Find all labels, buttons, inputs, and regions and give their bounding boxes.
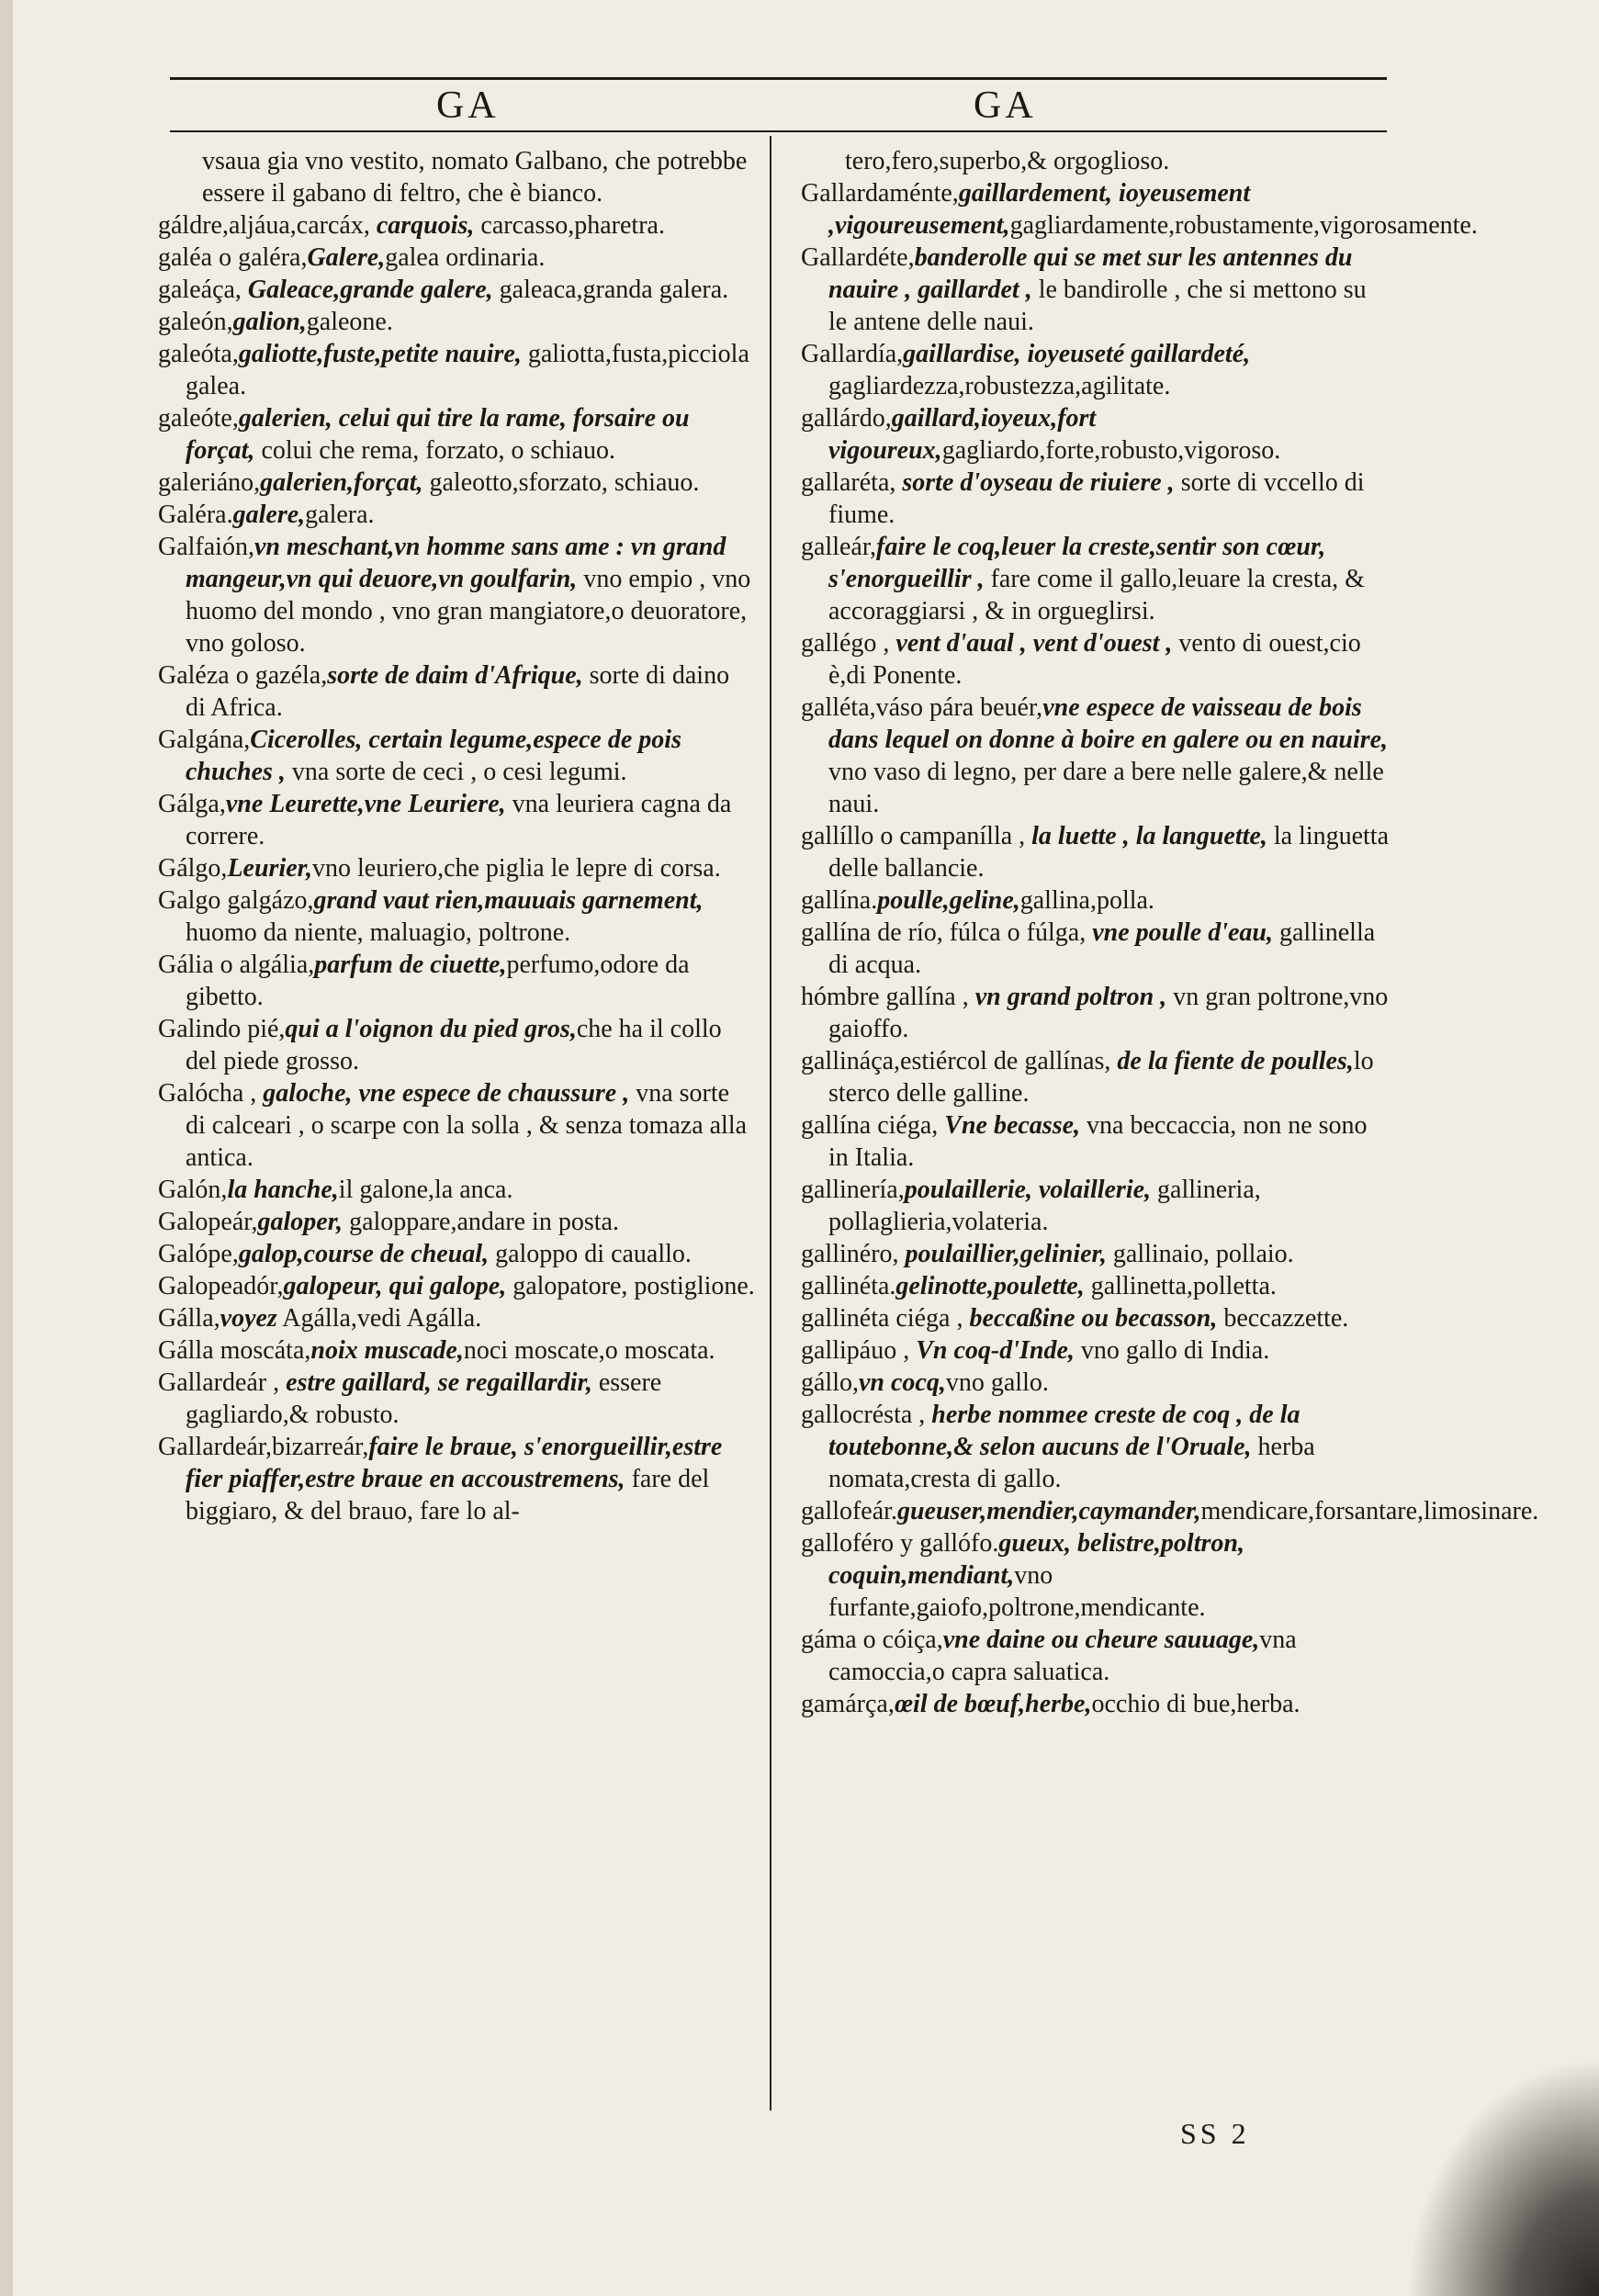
entry-headword: Gallardeár,bizarreár, — [158, 1433, 369, 1461]
entry-headword: gallinéta ciéga , — [801, 1304, 970, 1333]
entry-headword: gallína ciéga, — [801, 1111, 945, 1140]
entry-headword: Gallardéte, — [801, 243, 915, 272]
entry-headword: galeriáno, — [158, 468, 261, 497]
dictionary-entry — [158, 788, 755, 852]
entry-french: sorte d'oyseau de riuiere , — [902, 468, 1175, 497]
entry-italian: occhio di bue,herba. — [1091, 1690, 1301, 1718]
entry-italian: galoppare,andare in posta. — [343, 1208, 619, 1236]
entry-italian: vn gran poltrone,vno gaioffo. — [828, 983, 1389, 1043]
entry-french: herbe nommee creste de coq , de la toutebonne,& selon aucuns de l'Oruale, — [828, 1401, 1301, 1461]
entry-headword: Galopeár, — [158, 1208, 258, 1236]
entry-italian: sorte di daino di Africa. — [186, 661, 730, 722]
dictionary-entry — [801, 402, 1389, 467]
dictionary-entry — [158, 499, 755, 531]
dictionary-entry — [801, 1109, 1389, 1174]
entry-italian: lo sterco delle galline. — [828, 1047, 1374, 1108]
entry-italian: gallineria, pollaglieria,volateria. — [828, 1176, 1261, 1236]
entry-italian: galeone. — [306, 308, 393, 336]
entry-headword: gallégo , — [801, 629, 896, 658]
entry-italian: vno empio , vno huomo del mondo , vno gran mangiatore,o deuoratore, vno goloso. — [186, 565, 751, 658]
dictionary-entry — [158, 1174, 755, 1206]
right-column — [801, 145, 1539, 1720]
dictionary-entry — [158, 1238, 755, 1270]
dictionary-entry — [801, 338, 1389, 402]
entry-italian: vento di ouest,cio è,di Ponente. — [828, 629, 1361, 690]
entry-french: carquois, — [376, 211, 475, 240]
dictionary-entry — [158, 209, 755, 242]
dictionary-entry — [801, 884, 1389, 917]
dictionary-entry — [158, 274, 755, 306]
entry-italian: galoppo di cauallo. — [489, 1240, 692, 1268]
entry-french: galoper, — [257, 1208, 343, 1236]
dictionary-entry — [158, 1367, 755, 1431]
entry-italian: galopatore, postiglione. — [506, 1272, 755, 1300]
entry-french: la luette , la languette, — [1031, 822, 1267, 850]
entry-french: galere, — [232, 501, 306, 529]
running-head-right: GA — [974, 84, 1037, 127]
entry-headword: galeóta, — [158, 340, 239, 368]
entry-french: banderolle qui se met sur les antennes du nauire , gaillardet , — [828, 243, 1353, 304]
running-head-left: GA — [436, 84, 500, 127]
entry-headword: gallína. — [801, 886, 878, 915]
entry-headword: galloféro y gallófo. — [801, 1529, 999, 1558]
dictionary-entry — [801, 177, 1478, 242]
entry-italian: gagliardezza,robustezza,agilitate. — [828, 372, 1171, 400]
entry-french: beccaßine ou becasson, — [969, 1304, 1218, 1333]
entry-headword: gallína de río, fúlca o fúlga, — [801, 918, 1093, 947]
entry-headword: gallináça,estiércol de gallínas, — [801, 1047, 1118, 1075]
dictionary-entry — [801, 1174, 1389, 1238]
dictionary-entry — [158, 724, 755, 788]
dictionary-entry — [158, 1077, 755, 1174]
entry-headword: Galócha , — [158, 1079, 264, 1108]
entry-italian: gallinaio, pollaio. — [1106, 1240, 1294, 1268]
entry-french: sorte de daim d'Afrique, — [327, 661, 583, 690]
entry-headword: Galindo pié, — [158, 1015, 286, 1043]
entry-italian: tero,fero,superbo,& orgoglioso. — [845, 147, 1170, 175]
entry-italian: le bandirolle , che si mettono su le antene delle naui. — [828, 276, 1367, 336]
entry-french: galiotte,fuste,petite nauire, — [238, 340, 522, 368]
dictionary-entry — [158, 338, 755, 402]
entry-headword: Galópe, — [158, 1240, 239, 1268]
entry-italian: galera. — [305, 501, 375, 529]
entry-headword: gallíllo o campaníllа , — [801, 822, 1032, 850]
entry-italian: galeotto,sforzato, schiauo. — [422, 468, 700, 497]
entry-headword: gallipáuo , — [801, 1336, 917, 1365]
dictionary-entry — [801, 820, 1389, 884]
entry-headword: hómbre gallína , — [801, 983, 975, 1011]
dictionary-entry — [801, 627, 1389, 692]
dictionary-entry — [158, 531, 755, 659]
entry-italian: colui che rema, forzato, o schiauo. — [254, 436, 616, 465]
entry-headword: gáldre,aljáua,carcáx, — [158, 211, 377, 240]
entry-french: de la fiente de poulles, — [1117, 1047, 1354, 1075]
entry-italian: gallina,polla. — [1019, 886, 1154, 915]
entry-french: galop,course de cheual, — [238, 1240, 490, 1268]
dictionary-entry — [801, 1495, 1539, 1527]
dictionary-entry — [801, 531, 1389, 627]
entry-french: qui a l'oignon du pied gros, — [285, 1015, 577, 1043]
entry-headword: gállo, — [801, 1368, 859, 1397]
entry-french: faire le coq,leuer la creste,sentir son cœur, s'enorgueillir , — [828, 533, 1326, 593]
entry-headword: gallofeár. — [801, 1497, 897, 1525]
entry-italian: galiotta,fusta,picciola galea. — [186, 340, 749, 400]
entry-french: Vne becasse, — [944, 1111, 1081, 1140]
entry-headword: Gálla, — [158, 1304, 220, 1333]
entry-french: galerien, celui qui tire la rame, forsaire ou forçat, — [186, 404, 690, 465]
entry-headword: Galgo galgázo, — [158, 886, 314, 915]
entry-italian: vna leuriera cagna da correre. — [186, 790, 732, 850]
dictionary-entry — [801, 1045, 1389, 1109]
entry-french: vn grand poltron , — [974, 983, 1167, 1011]
entry-french: Leurier, — [227, 854, 312, 883]
left-column — [158, 145, 755, 1527]
dictionary-entry — [158, 884, 755, 949]
dictionary-entry — [158, 949, 755, 1013]
entry-french: Cicerolles, certain legume,espece de pois chuches , — [186, 726, 681, 786]
entry-headword: Gália o algália, — [158, 951, 315, 979]
entry-headword: gallocrésta , — [801, 1401, 932, 1429]
entry-french: estre gaillard, se regaillardir, — [286, 1368, 592, 1397]
entry-italian: gallinetta,polletta. — [1084, 1272, 1277, 1300]
dictionary-entry — [158, 467, 755, 499]
dictionary-entry — [158, 242, 755, 274]
dictionary-entry — [801, 1399, 1389, 1495]
entry-italian: galea ordinaria. — [385, 243, 546, 272]
entry-italian: sorte di vccello di fiume. — [828, 468, 1365, 529]
dictionary-entry — [801, 467, 1389, 531]
entry-french: gaillardise, ioyeuseté gaillardeté, — [903, 340, 1251, 368]
entry-french: vne poulle d'eau, — [1092, 918, 1273, 947]
entry-italian: Agálla,vedi Agálla. — [276, 1304, 482, 1333]
entry-italian: essere gagliardo,& robusto. — [186, 1368, 662, 1429]
entry-french: Galere, — [307, 243, 386, 272]
dictionary-entry — [158, 1206, 755, 1238]
dictionary-entry — [158, 1431, 755, 1527]
entry-italian: huomo da niente, maluagio, poltrone. — [186, 918, 571, 947]
entry-italian: vno furfante,gaiofo,poltrone,mendicante. — [828, 1561, 1206, 1622]
entry-french: vne espece de vaisseau de bois dans lequel on donne à boire en galere ou en nauire, — [828, 693, 1389, 754]
entry-headword: Galgána, — [158, 726, 251, 754]
dictionary-entry — [801, 1302, 1389, 1334]
entry-headword: galeón, — [158, 308, 233, 336]
scan-shadow — [1406, 2057, 1599, 2296]
dictionary-entry — [801, 917, 1389, 981]
entry-italian: vsaua gia vno vestito, nomato Galbano, che potrebbe essere il gabano di feltro, che è bianco. — [202, 147, 748, 208]
entry-headword: Gálla moscáta, — [158, 1336, 311, 1365]
entry-italian: galeaca,granda galera. — [492, 276, 729, 304]
dictionary-entry — [801, 1270, 1389, 1302]
entry-french: poulaillerie, volaillerie, — [904, 1176, 1152, 1204]
entry-italian: la linguetta delle ballancie. — [828, 822, 1390, 883]
entry-italian: vna sorte de ceci , o cesi legumi. — [285, 758, 627, 786]
entry-french: Vn coq-d'Inde, — [916, 1336, 1075, 1365]
dictionary-entry — [801, 981, 1389, 1045]
entry-headword: galeóte, — [158, 404, 239, 433]
entry-headword: Galopeadór, — [158, 1272, 284, 1300]
entry-headword: gallárdo, — [801, 404, 892, 433]
entry-italian: herba nomata,cresta di gallo. — [828, 1433, 1315, 1493]
entry-french: gaillard,ioyeux,fort vigoureux, — [828, 404, 1097, 465]
entry-headword: galleár, — [801, 533, 877, 561]
entry-italian: fare come il gallo,leuare la cresta, & accoraggiarsi , & in orgueglirsi. — [828, 565, 1365, 625]
entry-french: noix muscade, — [310, 1336, 464, 1365]
entry-italian: vna beccaccia, non ne sono in Italia. — [828, 1111, 1368, 1172]
entry-french: gaillardement, ioyeusement ,vigoureusement, — [828, 179, 1251, 240]
entry-french: vne Leurette,vne Leuriere, — [225, 790, 506, 818]
dictionary-entry — [158, 306, 755, 338]
entry-italian: vna camoccia,o capra saluatica. — [828, 1626, 1297, 1686]
entry-french: faire le braue, s'enorgueillir,estre fier piaffer,estre braue en accoustremens, — [186, 1433, 723, 1493]
entry-italian: fare del biggiaro, & del brauo, fare lo al- — [186, 1465, 710, 1525]
entry-headword: Gallardía, — [801, 340, 904, 368]
entry-italian: perfumo,odore da gibetto. — [186, 951, 690, 1011]
dictionary-entry — [158, 1302, 755, 1334]
entry-italian: mendicare,forsantare,limosinare. — [1200, 1497, 1539, 1525]
entry-italian: noci moscate,o moscata. — [463, 1336, 715, 1365]
header-rule — [170, 130, 1387, 132]
entry-italian: vno vaso di legno, per dare a bere nelle galere,& nelle naui. — [828, 758, 1384, 818]
entry-headword: Galéza o gazéla, — [158, 661, 328, 690]
dictionary-entry — [801, 692, 1389, 820]
entry-french: galion, — [232, 308, 307, 336]
dictionary-entry — [158, 1334, 755, 1367]
entry-french: galopeur, qui galope, — [283, 1272, 507, 1300]
entry-headword: Gallardeár , — [158, 1368, 287, 1397]
entry-french: gueux, belistre,poltron, coquin,mendiant, — [828, 1529, 1244, 1590]
dictionary-entry — [158, 1270, 755, 1302]
entry-italian: vna sorte di calceari , o scarpe con la solla , & senza tomaza alla antica. — [186, 1079, 748, 1172]
entry-italian: vno leuriero,che piglia le lepre di corsa. — [312, 854, 721, 883]
dictionary-entry — [158, 145, 755, 209]
entry-italian: beccazzette. — [1217, 1304, 1349, 1333]
top-rule — [170, 77, 1387, 80]
entry-french: vn meschant,vn homme sans ame : vn grand mangeur,vn qui deuore,vn goulfarin, — [186, 533, 726, 593]
signature-mark: SS 2 — [1180, 2117, 1250, 2150]
page-edge — [0, 0, 13, 2296]
dictionary-entry — [801, 1238, 1389, 1270]
entry-headword: Gallardaménte, — [801, 179, 959, 208]
entry-italian: carcasso,pharetra. — [474, 211, 665, 240]
entry-french: vent d'aual , vent d'ouest , — [895, 629, 1173, 658]
entry-italian: vno gallo. — [945, 1368, 1049, 1397]
dictionary-entry — [801, 1334, 1389, 1367]
entry-french: galerien,forçat, — [260, 468, 423, 497]
entry-italian: che ha il collo del piede grosso. — [186, 1015, 722, 1075]
dictionary-entry — [801, 145, 1389, 177]
entry-headword: Gálga, — [158, 790, 226, 818]
entry-headword: gallaréta, — [801, 468, 903, 497]
entry-french: poulle,geline, — [877, 886, 1020, 915]
entry-french: gelinotte,poulette, — [895, 1272, 1085, 1300]
entry-headword: gallinéta. — [801, 1272, 896, 1300]
entry-headword: galéa o galéra, — [158, 243, 308, 272]
entry-french: gueuser,mendier,caymander, — [896, 1497, 1201, 1525]
entry-headword: Galfaión, — [158, 533, 254, 561]
entry-headword: Galón, — [158, 1176, 228, 1204]
entry-headword: galeáça, — [158, 276, 248, 304]
entry-italian: gallinella di acqua. — [828, 918, 1376, 979]
dictionary-entry — [801, 1688, 1389, 1720]
entry-french: œil de bœuf,herbe, — [894, 1690, 1092, 1718]
entry-french: Galeace,grande galere, — [247, 276, 493, 304]
dictionary-entry — [801, 242, 1389, 338]
entry-french: grand vaut rien,mauuais garnement, — [313, 886, 704, 915]
entry-headword: gamárça, — [801, 1690, 895, 1718]
dictionary-entry — [158, 402, 755, 467]
dictionary-entry — [801, 1367, 1389, 1399]
entry-french: parfum de ciuette, — [314, 951, 507, 979]
entry-french: la hanche, — [227, 1176, 339, 1204]
column-divider — [770, 136, 771, 2110]
dictionary-entry — [158, 1013, 755, 1077]
dictionary-entry — [158, 852, 755, 884]
entry-french: galoche, vne espece de chaussure , — [263, 1079, 630, 1108]
entry-french: vne daine ou cheure sauuage, — [942, 1626, 1260, 1654]
dictionary-entry — [801, 1527, 1389, 1624]
dictionary-entry — [158, 659, 755, 724]
entry-french: voyez — [220, 1304, 277, 1333]
dictionary-entry — [801, 1624, 1389, 1688]
entry-italian: gagliardamente,robustamente,vigorosamente. — [1009, 211, 1478, 240]
entry-italian: il galone,la anca. — [338, 1176, 513, 1204]
entry-headword: gallinería, — [801, 1176, 905, 1204]
entry-headword: gáma o cóiça, — [801, 1626, 943, 1654]
entry-italian: vno gallo di India. — [1074, 1336, 1270, 1365]
entry-french: vn cocq, — [859, 1368, 946, 1397]
entry-headword: Galéra. — [158, 501, 233, 529]
entry-headword: gallinéro, — [801, 1240, 906, 1268]
entry-italian: gagliardo,forte,robusto,vigoroso. — [941, 436, 1281, 465]
entry-headword: Gálgo, — [158, 854, 228, 883]
entry-headword: galléta,váso pára beuér, — [801, 693, 1043, 722]
entry-french: poulaillier,gelinier, — [905, 1240, 1107, 1268]
